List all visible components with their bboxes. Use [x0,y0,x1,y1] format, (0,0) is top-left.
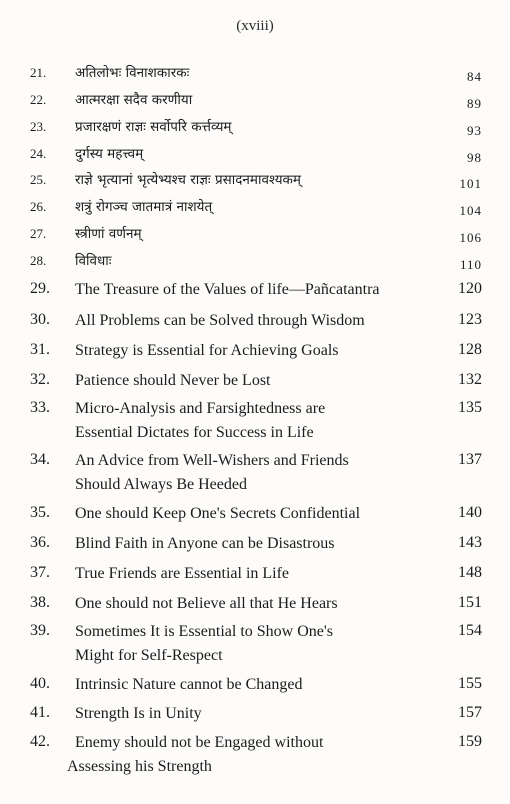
toc-entry-title [75,449,445,497]
toc-entry-number: 26. [30,199,47,214]
toc-entry-title [75,532,445,556]
toc-entry-page-number: 155 [458,675,482,692]
toc-entry-title-line: One should not Believe all that He Hears [75,595,338,612]
toc-entry-title-line: शत्रुं रोगञ्च जातमात्रं नाशयेत् [75,199,213,215]
toc-entry-number: 30. [30,311,50,328]
toc-entry-title [75,169,445,191]
toc-entry-title-line: The Treasure of the Values of life—Pañcatantra [75,281,380,298]
toc-entry-page-number: 104 [459,203,482,218]
page-header-roman-numeral: (xviii) [236,18,274,34]
toc-entry-title [75,502,445,526]
toc-entry-page-number: 128 [458,341,482,358]
toc-entry-number: 28. [30,253,47,268]
toc-entry-page-number: 89 [467,96,482,111]
toc-entry-title [75,89,445,111]
toc-entry-title [75,369,445,393]
toc-entry-title-line: Sometimes It is Essential to Show One's [75,623,333,640]
toc-entry-number: 41. [30,704,50,721]
toc-entry-title [75,562,445,586]
toc-entry-title [75,702,445,726]
toc-entry-page-number: 93 [467,123,482,138]
toc-entry-page-number: 143 [458,534,482,551]
toc-entry-title [75,339,445,363]
toc-entry-number: 35. [30,504,50,521]
toc-entry-title [75,143,445,165]
toc-entry-title-continuation: Essential Dictates for Success in Life [75,424,314,441]
toc-entry-title-line: Blind Faith in Anyone can be Disastrous [75,535,335,552]
toc-entry-title-line: विविधाः [75,253,112,269]
toc-entry-page-number: 151 [458,594,482,611]
toc-entry-title [75,250,445,272]
toc-entry-number: 37. [30,564,50,581]
toc-entry-page-number: 137 [458,451,482,468]
toc-entry-number: 27. [30,226,47,241]
toc-entry-title-line: प्रजारक्षणं राज्ञः सर्वोपरि कर्त्तव्यम् [75,119,232,135]
toc-entry-number: 22. [30,92,47,107]
toc-entry-title-continuation: Might for Self-Respect [75,647,223,664]
toc-entry-number: 23. [30,119,47,134]
toc-entry-number: 34. [30,451,50,468]
toc-entry-number: 21. [30,65,47,80]
toc-entry-page-number: 110 [459,257,482,272]
toc-entry-title [75,673,445,697]
toc-entry-title [75,116,445,138]
toc-entry-title [75,397,445,445]
toc-entry-title [75,223,445,245]
toc-entry-title [67,731,445,779]
toc-entry-title [75,309,445,333]
toc-entry-number: 25. [30,172,47,187]
toc-entry-title-line: Patience should Never be Lost [75,372,271,389]
toc-entry-title-line: True Friends are Essential in Life [75,565,290,582]
toc-entry-page-number: 106 [459,230,482,245]
toc-entry-title-continuation: Should Always Be Heeded [75,476,247,493]
toc-entry-page-number: 135 [458,399,482,416]
toc-entry-page-number: 159 [458,733,482,750]
toc-entry-title [75,592,445,616]
toc-entry-number: 32. [30,371,50,388]
toc-entry-title-line: स्त्रीणां वर्णनम् [75,226,142,242]
toc-entry-page-number: 140 [458,504,482,521]
toc-entry-title-line: An Advice from Well-Wishers and Friends [75,452,349,469]
toc-entry-title-line: One should Keep One's Secrets Confidential [75,505,361,522]
toc-entry-page-number: 157 [458,704,482,721]
toc-entry-title [75,278,445,302]
toc-entry-title [75,62,445,84]
toc-entry-title-line: दुर्गस्य महत्त्वम् [75,146,144,162]
toc-entry-page-number: 120 [458,280,482,297]
toc-entry-number: 24. [30,146,47,161]
toc-entry-page-number: 132 [458,371,482,388]
toc-entry-page-number: 98 [467,150,482,165]
toc-entry-title-line: आत्मरक्षा सदैव करणीया [75,92,193,108]
toc-entry-title-line: Enemy should not be Engaged without [75,734,324,751]
toc-entry-page-number: 148 [458,564,482,581]
toc-entry-page-number: 84 [467,69,482,84]
toc-entry-title-continuation: Assessing his Strength [67,758,212,775]
toc-entry-title-line: All Problems can be Solved through Wisdom [75,312,365,329]
toc-entry-number: 42. [30,733,50,750]
toc-entry-page-number: 123 [458,311,482,328]
toc-entry-title [75,196,445,218]
toc-entry-number: 38. [30,594,50,611]
toc-entry-number: 31. [30,341,50,358]
toc-entry-number: 39. [30,622,50,639]
toc-entry-number: 29. [30,280,50,297]
toc-entry-title-line: अतिलोभः विनाशकारकः [75,65,190,81]
toc-entry-page-number: 154 [458,622,482,639]
toc-entry-page-number: 101 [459,176,482,191]
toc-entry-title-line: Intrinsic Nature cannot be Changed [75,676,303,693]
toc-entry-title-line: Strategy is Essential for Achieving Goals [75,342,339,359]
toc-entry-number: 36. [30,534,50,551]
toc-entry-number: 33. [30,399,50,416]
toc-entry-number: 40. [30,675,50,692]
toc-entry-title-line: Strength Is in Unity [75,705,202,722]
toc-entry-title-line: Micro-Analysis and Farsightedness are [75,400,326,417]
toc-entry-title-line: राज्ञे भृत्यानां भृत्येभ्यश्च राज्ञः प्रसादनमावश्यकम् [75,172,301,188]
toc-entry-title [75,620,445,668]
